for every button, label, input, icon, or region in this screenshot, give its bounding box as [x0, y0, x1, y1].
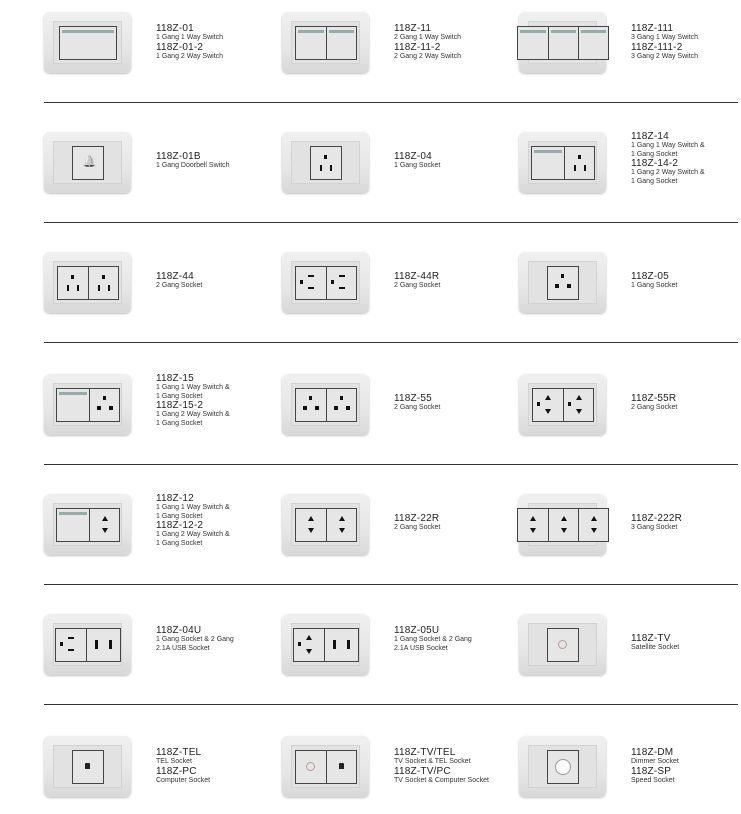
coax-port-icon	[306, 762, 315, 771]
module-switch	[532, 147, 564, 179]
product-description: TV Socket & TEL Socket	[394, 758, 471, 765]
product-code: 118Z-TEL	[156, 747, 202, 758]
ground-pin-icon	[309, 396, 312, 400]
product-item	[44, 374, 281, 436]
pin-right-icon	[346, 406, 350, 410]
product-description: 2 Gang 1 Way Switch	[394, 34, 462, 41]
product-code: 118Z-44	[156, 271, 194, 282]
bell-icon: 🔔	[82, 155, 97, 168]
pin-down-icon	[308, 528, 314, 533]
plate-face	[291, 745, 360, 788]
wall-plate-image	[519, 252, 606, 313]
module-frame	[532, 388, 594, 422]
pin-left-icon	[555, 284, 559, 288]
module-r	[548, 509, 578, 541]
module-frame	[295, 266, 357, 300]
ground-pin-icon	[568, 402, 571, 406]
product-description: 1 Gang 2 Way Switch &	[156, 531, 230, 538]
product-item	[282, 736, 519, 798]
module-frame	[517, 508, 609, 542]
wall-plate-image	[519, 132, 606, 193]
pin-up-icon	[591, 516, 597, 521]
pin-up-icon	[339, 516, 345, 521]
pin-down-icon	[339, 528, 345, 533]
row-divider	[44, 102, 738, 103]
plate-face	[53, 623, 122, 666]
usb-port-icon	[333, 640, 336, 649]
product-text	[631, 394, 677, 413]
plate-face	[528, 141, 597, 184]
module-usb	[324, 629, 358, 661]
product-description: 1 Gang 1 Way Switch	[156, 34, 224, 41]
module-bell	[73, 147, 103, 179]
slot-icon	[584, 165, 586, 171]
pin-down-icon	[591, 528, 597, 533]
usb-port-icon	[347, 640, 350, 649]
product-item	[282, 132, 519, 194]
usb-port-icon	[95, 640, 98, 649]
product-text	[394, 272, 440, 291]
product-item	[519, 736, 741, 798]
product-text	[631, 132, 705, 186]
slot-icon	[330, 165, 332, 171]
wall-plate-image	[44, 614, 131, 675]
product-item	[44, 132, 281, 194]
coax-port-icon	[558, 640, 567, 649]
pin-down-icon	[530, 528, 536, 533]
product-code: 118Z-04U	[156, 625, 202, 636]
product-item	[282, 252, 519, 314]
product-code: 118Z-01	[156, 23, 194, 34]
ground-pin-icon	[60, 642, 63, 646]
ground-pin-icon	[102, 275, 105, 279]
ground-pin-icon	[340, 396, 343, 400]
module-rocker	[578, 27, 608, 59]
product-code: 118Z-05U	[394, 625, 440, 636]
wall-plate-image	[44, 252, 131, 313]
module-us	[88, 267, 118, 299]
pin-left-icon	[303, 406, 307, 410]
product-code: 118Z-22R	[394, 513, 440, 524]
ground-pin-icon	[300, 280, 303, 284]
module-tv	[296, 751, 326, 783]
module-tel	[326, 751, 356, 783]
product-item	[44, 252, 281, 314]
wall-plate-image	[519, 12, 606, 73]
row-divider	[44, 342, 738, 343]
slot-icon	[308, 275, 314, 277]
pin-left-icon	[334, 406, 338, 410]
module-frame	[295, 26, 357, 60]
wall-plate-image	[44, 494, 131, 555]
catalog-row	[0, 374, 741, 436]
indicator-strip-icon	[329, 30, 354, 33]
product-code: 118Z-DM	[631, 747, 674, 758]
module-switch	[57, 509, 89, 541]
product-item	[519, 12, 741, 74]
product-text	[156, 24, 223, 61]
wall-plate-image	[282, 614, 369, 675]
catalog-row	[0, 736, 741, 798]
product-description: 2.1A USB Socket	[156, 644, 210, 652]
slot-icon	[68, 637, 74, 639]
product-description: TEL Socket	[156, 758, 192, 765]
indicator-strip-icon	[59, 512, 87, 515]
plate-face	[528, 503, 597, 546]
product-code: 118Z-12-2	[156, 520, 204, 531]
module-rocker	[518, 27, 548, 59]
product-text	[394, 748, 489, 785]
product-description: 1 Gang Socket	[394, 162, 441, 169]
indicator-strip-icon	[62, 30, 114, 33]
wall-plate-image	[44, 736, 131, 797]
pin-up-icon	[306, 635, 312, 640]
wall-plate-image	[519, 374, 606, 435]
slot-icon	[339, 275, 345, 277]
module-switch	[60, 27, 116, 59]
module-us	[564, 147, 594, 179]
ground-pin-icon	[578, 155, 581, 159]
product-description: 1 Gang 2 Way Switch	[156, 52, 224, 60]
plate-face	[53, 745, 122, 788]
indicator-strip-icon	[59, 392, 87, 395]
product-description: 1 Gang Socket	[156, 419, 203, 427]
module-uni	[89, 389, 119, 421]
product-description: TV Socket & Computer Socket	[394, 776, 489, 784]
plate-face	[291, 383, 360, 426]
product-text	[156, 748, 210, 785]
module-rocker	[296, 27, 326, 59]
module-frame	[295, 508, 357, 542]
product-text	[156, 494, 230, 548]
module-frame	[57, 266, 119, 300]
module-switch	[57, 389, 89, 421]
catalog-row	[0, 494, 741, 556]
product-item	[44, 614, 281, 676]
indicator-strip-icon	[298, 30, 324, 33]
wall-plate-image	[519, 614, 606, 675]
product-description: 3 Gang Socket	[631, 524, 678, 531]
product-code: 118Z-111-2	[631, 41, 683, 53]
module-frame	[531, 146, 595, 180]
pin-down-icon	[576, 409, 582, 414]
product-description: 2 Gang Socket	[156, 282, 203, 289]
product-description: 1 Gang Socket & 2 Gang	[156, 636, 234, 643]
wall-plate-image	[44, 12, 131, 73]
product-text	[631, 24, 698, 61]
slot-icon	[67, 285, 69, 291]
module-frame	[547, 750, 579, 784]
product-description: 1 Gang Socket	[631, 177, 678, 185]
product-code: 118Z-01B	[156, 151, 201, 162]
module-uni	[326, 389, 356, 421]
product-text	[631, 748, 679, 785]
pin-up-icon	[576, 395, 582, 400]
product-code: 118Z-111	[631, 23, 674, 34]
product-description: 3 Gang 2 Way Switch	[631, 52, 699, 60]
product-item	[44, 494, 281, 556]
product-code: 118Z-05	[631, 271, 669, 282]
slot-icon	[98, 285, 100, 291]
product-text	[156, 626, 234, 653]
product-text	[394, 24, 461, 61]
slot-icon	[77, 285, 79, 291]
wall-plate-image	[44, 132, 131, 193]
product-code: 118Z-12	[156, 493, 194, 504]
module-usr	[56, 629, 86, 661]
row-divider	[44, 464, 738, 465]
product-item	[282, 494, 519, 556]
module-unir	[563, 389, 593, 421]
row-divider	[44, 584, 738, 585]
slot-icon	[339, 287, 345, 289]
plate-face	[53, 383, 122, 426]
dimmer-knob-icon	[555, 759, 571, 775]
catalog-row	[0, 252, 741, 314]
product-code: 118Z-15	[156, 373, 194, 384]
plate-face	[53, 503, 122, 546]
product-item	[44, 736, 281, 798]
pin-right-icon	[109, 406, 113, 410]
product-description: 2 Gang Socket	[394, 524, 441, 531]
product-text	[394, 514, 440, 533]
wall-plate-image	[519, 736, 606, 797]
wall-plate-image	[282, 494, 369, 555]
module-r	[578, 509, 608, 541]
product-item	[519, 494, 741, 556]
product-text	[631, 272, 677, 291]
pin-up-icon	[308, 516, 314, 521]
product-code: 118Z-TV/TEL	[394, 747, 456, 758]
wall-plate-image	[282, 12, 369, 73]
product-description: 1 Gang 2 Way Switch &	[631, 169, 705, 176]
module-frame	[59, 26, 117, 60]
wall-plate-image	[282, 374, 369, 435]
module-frame	[56, 508, 120, 542]
wall-plate-image	[44, 374, 131, 435]
module-unir	[533, 389, 563, 421]
ground-pin-icon	[331, 280, 334, 284]
ground-pin-icon	[71, 275, 74, 279]
plate-face	[528, 745, 597, 788]
module-r	[326, 509, 356, 541]
pin-right-icon	[567, 284, 571, 288]
pin-down-icon	[561, 528, 567, 533]
product-description: 2 Gang 2 Way Switch	[394, 52, 462, 60]
rj-jack-icon	[339, 763, 344, 769]
plate-face	[291, 21, 360, 64]
row-divider	[44, 222, 738, 223]
product-code: 118Z-11	[394, 23, 432, 34]
product-code: 118Z-55R	[631, 393, 677, 404]
pin-up-icon	[530, 516, 536, 521]
pin-down-icon	[102, 528, 108, 533]
product-item	[519, 614, 741, 676]
product-item	[282, 12, 519, 74]
product-code: 118Z-14	[631, 131, 669, 142]
module-r	[89, 509, 119, 541]
pin-up-icon	[545, 395, 551, 400]
module-tel	[73, 751, 103, 783]
module-rocker	[548, 27, 578, 59]
catalog-row	[0, 614, 741, 676]
pin-up-icon	[102, 516, 108, 521]
module-frame	[547, 266, 579, 300]
indicator-strip-icon	[534, 150, 562, 153]
module-frame	[310, 146, 342, 180]
pin-left-icon	[97, 406, 101, 410]
product-description: 1 Gang Socket	[156, 539, 203, 547]
product-description: 1 Gang Doorbell Switch	[156, 162, 230, 169]
module-usr	[326, 267, 356, 299]
slot-icon	[574, 165, 576, 171]
module-frame	[547, 628, 579, 662]
plate-face	[528, 383, 597, 426]
module-r	[296, 509, 326, 541]
module-frame	[295, 388, 357, 422]
row-divider	[44, 704, 738, 705]
product-item	[519, 252, 741, 314]
module-knob	[548, 751, 578, 783]
product-description: Computer Socket	[156, 776, 211, 784]
ground-pin-icon	[103, 396, 106, 400]
product-description: 2 Gang Socket	[394, 404, 441, 411]
product-description: 1 Gang Socket	[156, 512, 203, 520]
pin-right-icon	[315, 406, 319, 410]
module-us	[311, 147, 341, 179]
product-code: 118Z-11-2	[394, 41, 441, 53]
module-uni	[548, 267, 578, 299]
product-code: 118Z-55	[394, 393, 432, 404]
wall-plate-image	[282, 132, 369, 193]
slot-icon	[68, 649, 74, 651]
product-code: 118Z-01-2	[156, 41, 204, 53]
product-text	[156, 152, 230, 171]
plate-face	[528, 21, 597, 64]
plate-face	[291, 623, 360, 666]
product-item	[282, 614, 519, 676]
rj-jack-icon	[85, 763, 90, 769]
product-description: 1 Gang Socket & 2 Gang	[394, 636, 472, 643]
indicator-strip-icon	[520, 30, 546, 33]
plate-face	[53, 21, 122, 64]
product-text	[631, 514, 682, 533]
product-description: Satellite Socket	[631, 644, 680, 651]
product-description: 1 Gang 1 Way Switch &	[631, 142, 705, 149]
module-tv	[548, 629, 578, 661]
module-usb	[86, 629, 120, 661]
pin-down-icon	[306, 649, 312, 654]
plate-face	[291, 503, 360, 546]
product-text	[156, 272, 202, 291]
pin-up-icon	[561, 516, 567, 521]
plate-face	[528, 623, 597, 666]
ground-pin-icon	[561, 274, 564, 278]
plate-face	[53, 141, 122, 184]
product-description: Dimmer Socket	[631, 758, 679, 765]
module-rocker	[326, 27, 356, 59]
plate-face	[291, 261, 360, 304]
ground-pin-icon	[537, 402, 540, 406]
product-item	[282, 374, 519, 436]
product-code: 118Z-44R	[394, 271, 440, 282]
product-text	[631, 634, 679, 653]
plate-face	[53, 261, 122, 304]
product-code: 118Z-SP	[631, 765, 672, 777]
module-frame	[72, 146, 104, 180]
module-usr	[296, 267, 326, 299]
usb-port-icon	[109, 640, 112, 649]
product-text	[394, 394, 440, 413]
product-item	[519, 132, 741, 194]
product-description: 1 Gang Socket	[156, 392, 203, 400]
module-frame	[55, 628, 121, 662]
module-frame	[56, 388, 120, 422]
product-code: 118Z-TV/PC	[394, 765, 451, 777]
module-r	[518, 509, 548, 541]
product-description: 2 Gang Socket	[394, 282, 441, 289]
wall-plate-image	[282, 252, 369, 313]
indicator-strip-icon	[581, 30, 606, 33]
product-code: 118Z-15-2	[156, 400, 204, 411]
product-description: Speed Socket	[631, 776, 675, 784]
wall-plate-image	[519, 494, 606, 555]
pin-down-icon	[545, 409, 551, 414]
slot-icon	[308, 287, 314, 289]
module-frame	[295, 750, 357, 784]
product-code: 118Z-PC	[156, 765, 197, 777]
module-uni	[296, 389, 326, 421]
module-unir	[294, 629, 324, 661]
catalog-row	[0, 132, 741, 194]
product-description: 1 Gang 2 Way Switch &	[156, 411, 230, 418]
product-code: 118Z-TV	[631, 633, 671, 644]
indicator-strip-icon	[551, 30, 576, 33]
plate-face	[528, 261, 597, 304]
product-description: 2.1A USB Socket	[394, 644, 448, 652]
product-code: 118Z-222R	[631, 513, 683, 524]
product-item	[44, 12, 281, 74]
wall-plate-image	[282, 736, 369, 797]
plate-face	[291, 141, 360, 184]
product-description: 1 Gang Socket	[631, 150, 678, 158]
ground-pin-icon	[298, 642, 301, 646]
product-item	[519, 374, 741, 436]
product-description: 3 Gang 1 Way Switch	[631, 34, 699, 41]
product-code: 118Z-14-2	[631, 158, 679, 169]
product-text	[156, 374, 230, 428]
slot-icon	[320, 165, 322, 171]
module-us	[58, 267, 88, 299]
module-frame	[517, 26, 609, 60]
product-description: 2 Gang Socket	[631, 404, 678, 411]
module-frame	[72, 750, 104, 784]
product-description: 1 Gang Socket	[631, 282, 678, 289]
product-description: 1 Gang 1 Way Switch &	[156, 504, 230, 511]
product-text	[394, 626, 472, 653]
module-frame	[293, 628, 359, 662]
product-description: 1 Gang 1 Way Switch &	[156, 384, 230, 391]
ground-pin-icon	[324, 155, 327, 159]
product-code: 118Z-04	[394, 151, 432, 162]
slot-icon	[108, 285, 110, 291]
product-text	[394, 152, 440, 171]
catalog-row	[0, 12, 741, 74]
